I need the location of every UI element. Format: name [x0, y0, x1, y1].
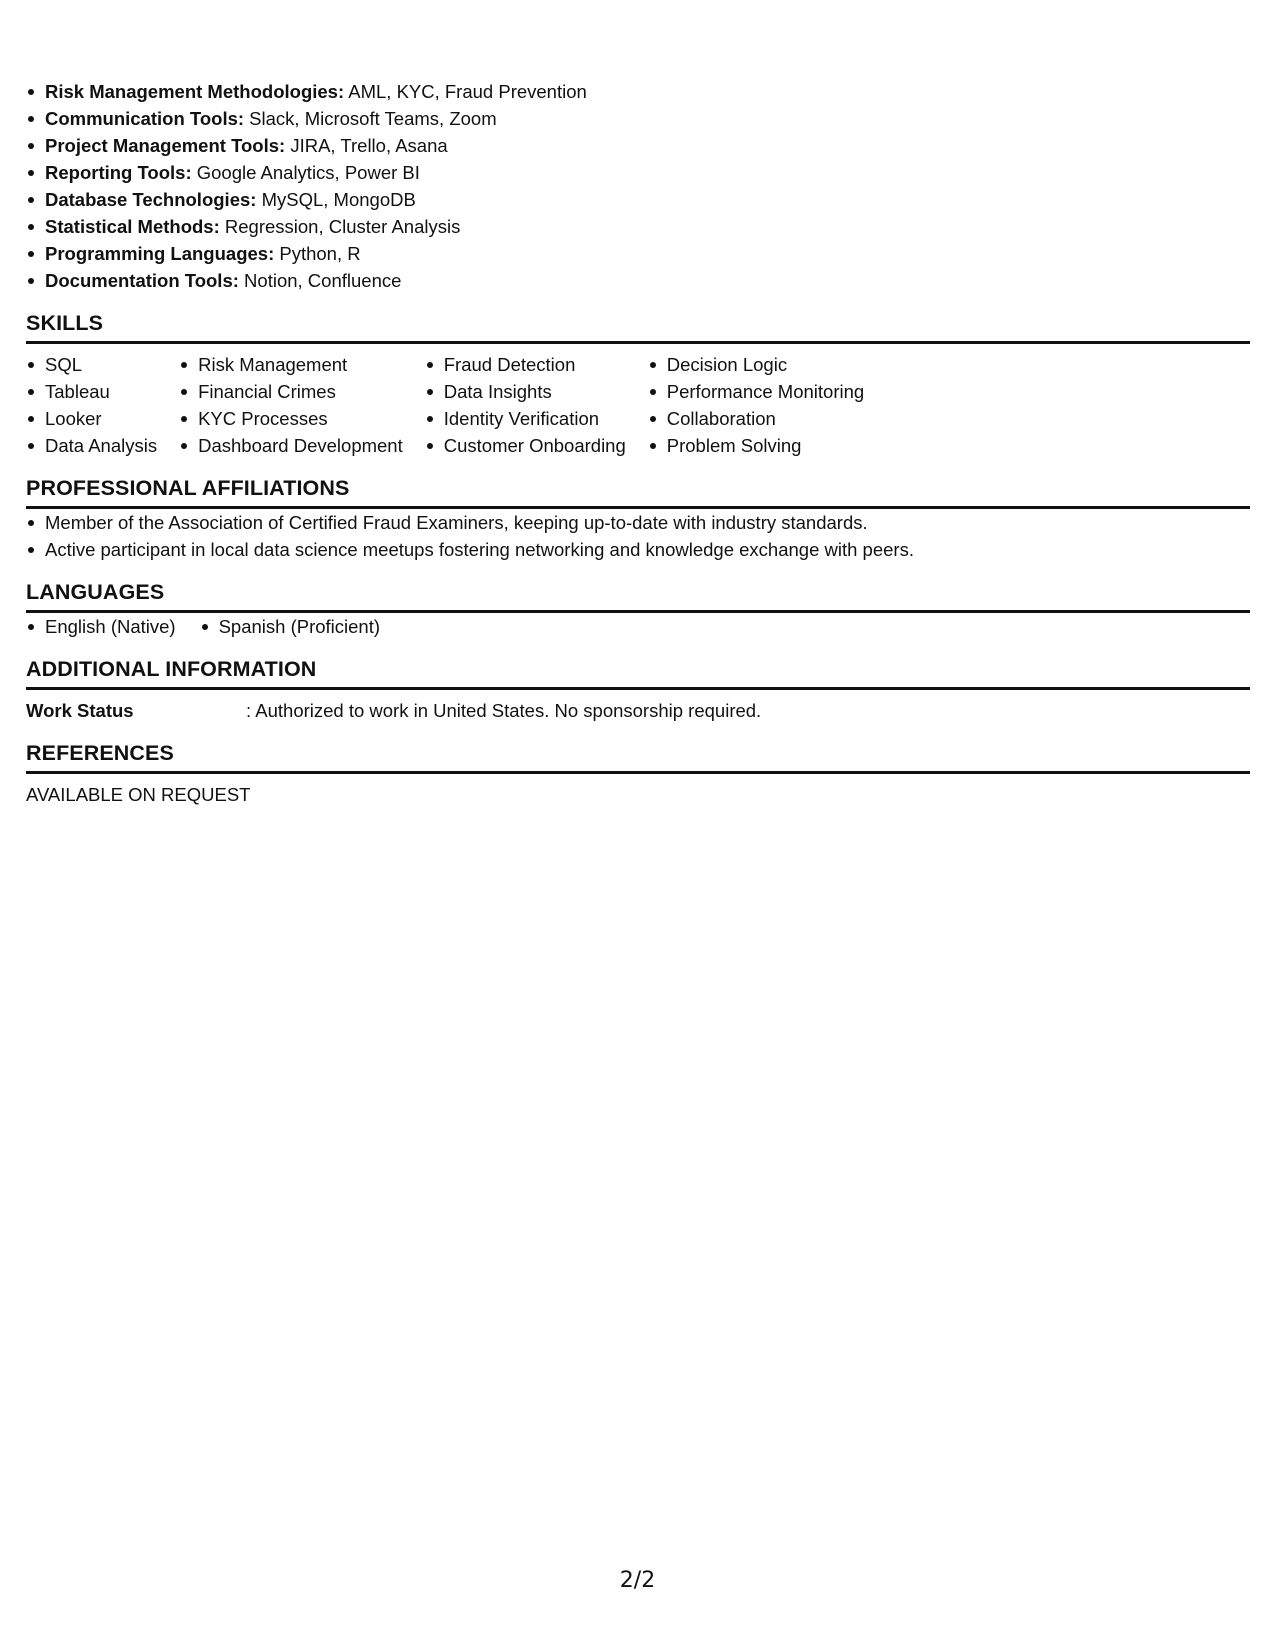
tool-item	[26, 159, 1250, 186]
references-text: AVAILABLE ON REQUEST	[26, 784, 251, 805]
skills-column	[425, 351, 626, 459]
skill-item: Looker	[26, 405, 157, 432]
work-status-label: Work Status	[26, 700, 134, 721]
work-status-row	[26, 697, 1250, 724]
skill-item: Customer Onboarding	[425, 432, 626, 459]
skill-item: SQL	[26, 351, 157, 378]
skill-item: Tableau	[26, 378, 157, 405]
section-title-additional-info: ADDITIONAL INFORMATION	[26, 656, 1250, 690]
tool-value: Regression, Cluster Analysis	[219, 216, 461, 237]
skill-item: Dashboard Development	[179, 432, 403, 459]
skill-item: Decision Logic	[648, 351, 864, 378]
skills-column	[26, 351, 157, 459]
additional-info-section	[26, 656, 1250, 724]
skill-item: Financial Crimes	[179, 378, 403, 405]
affiliation-item: Active participant in local data science meetups fostering networking and knowledge exchange with peers.	[26, 536, 1250, 563]
tool-item	[26, 186, 1250, 213]
tool-label: Communication Tools:	[45, 108, 245, 129]
tool-value: Python, R	[274, 243, 361, 264]
tool-item	[26, 105, 1250, 132]
tool-value: Slack, Microsoft Teams, Zoom	[244, 108, 497, 129]
resume-page	[26, 78, 1250, 808]
skills-grid	[26, 351, 1250, 459]
languages-section	[26, 579, 1250, 640]
skill-item: Fraud Detection	[425, 351, 626, 378]
affiliations-list	[26, 509, 1250, 563]
tool-item	[26, 213, 1250, 240]
page-number: 2/2	[619, 1568, 656, 1593]
section-title-affiliations: PROFESSIONAL AFFILIATIONS	[26, 475, 1250, 509]
references-section	[26, 740, 1250, 808]
skill-item: Risk Management	[179, 351, 403, 378]
skills-column	[179, 351, 403, 459]
tool-value: JIRA, Trello, Asana	[285, 135, 448, 156]
tool-value: Notion, Confluence	[238, 270, 402, 291]
tool-label: Reporting Tools:	[45, 162, 192, 183]
tool-item	[26, 267, 1250, 294]
tool-item	[26, 240, 1250, 267]
tool-label: Documentation Tools:	[45, 270, 239, 291]
skill-item: Data Insights	[425, 378, 626, 405]
language-item: Spanish (Proficient)	[200, 613, 380, 640]
skill-item: Collaboration	[648, 405, 864, 432]
skills-section	[26, 310, 1250, 459]
tool-item	[26, 78, 1250, 105]
affiliations-section	[26, 475, 1250, 563]
skill-item: Problem Solving	[648, 432, 864, 459]
tool-value: AML, KYC, Fraud Prevention	[344, 81, 587, 102]
languages-list	[26, 613, 1250, 640]
language-item: English (Native)	[26, 613, 176, 640]
section-title-references: REFERENCES	[26, 740, 1250, 774]
tool-value: Google Analytics, Power BI	[191, 162, 420, 183]
tool-item	[26, 132, 1250, 159]
affiliation-item: Member of the Association of Certified Fraud Examiners, keeping up-to-date with industry standards.	[26, 509, 1250, 536]
section-title-skills: SKILLS	[26, 310, 1250, 344]
tool-label: Statistical Methods:	[45, 216, 220, 237]
skill-item: Performance Monitoring	[648, 378, 864, 405]
tool-label: Database Technologies:	[45, 189, 257, 210]
tool-label: Project Management Tools:	[45, 135, 286, 156]
section-title-languages: LANGUAGES	[26, 579, 1250, 613]
tools-list	[26, 78, 1250, 294]
work-status-value: : Authorized to work in United States. No sponsorship required.	[246, 700, 762, 721]
tool-label: Risk Management Methodologies:	[45, 81, 345, 102]
skill-item: KYC Processes	[179, 405, 403, 432]
tool-label: Programming Languages:	[45, 243, 275, 264]
skills-column	[648, 351, 864, 459]
skill-item: Identity Verification	[425, 405, 626, 432]
skill-item: Data Analysis	[26, 432, 157, 459]
tool-value: MySQL, MongoDB	[256, 189, 416, 210]
